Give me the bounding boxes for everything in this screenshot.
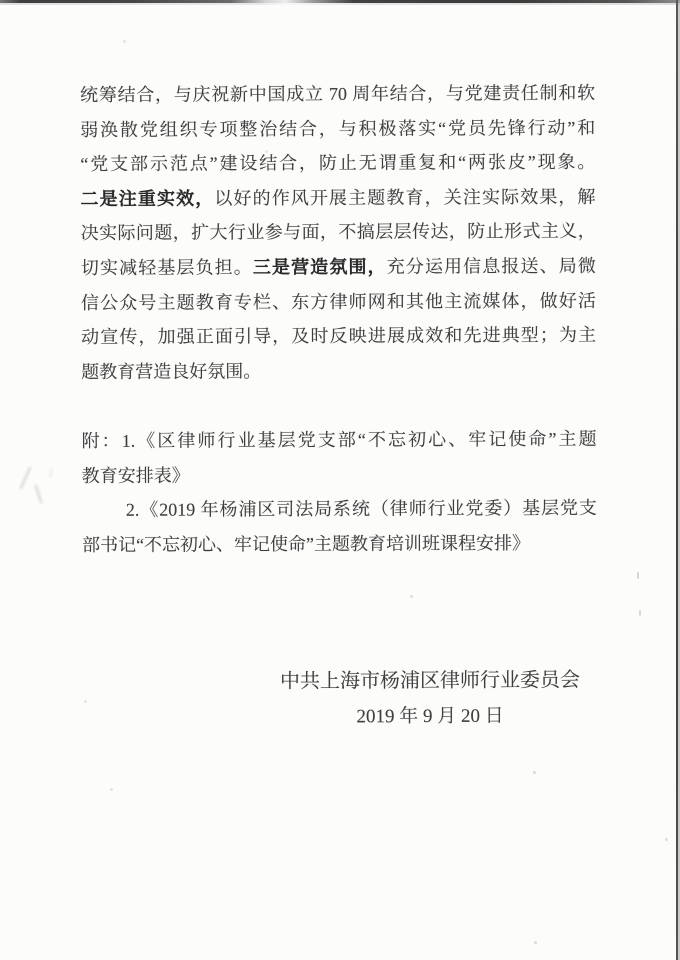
document-line: [81, 214, 596, 251]
scan-speck: [533, 771, 536, 774]
scan-smudge: [49, 468, 53, 478]
scan-speck: [637, 572, 639, 579]
document-line-segment: 充分运用信息报送、局微: [386, 255, 596, 277]
scan-speck: [639, 610, 641, 616]
scan-speck: [265, 150, 268, 153]
document-line: [80, 76, 595, 113]
document-line-segment: 切实减轻基层负担。: [80, 257, 253, 278]
document-line-segment: “党支部示范点”建设结合，防止无谓重复和“两张皮”现象。: [80, 151, 596, 175]
document-line-segment: 教育安排表》: [81, 465, 190, 486]
document-line: [82, 525, 597, 562]
signature-date: 2019 年 9 月 20 日: [356, 705, 504, 728]
scan-speck: [534, 941, 537, 944]
document-line: [81, 283, 596, 320]
document-line: [81, 318, 596, 355]
document-line-segment: 弱涣散党组织专项整治结合，与积极落实“党员先锋行动”和: [80, 117, 596, 140]
document-line-segment: 2.《2019 年杨浦区司法局系统（律师行业党委）基层党支: [125, 497, 597, 520]
document-line: [80, 180, 595, 217]
document-line-segment: 以好的作风开展主题教育，关注实际效果，解: [214, 186, 596, 209]
document-line: [82, 456, 597, 493]
signature-block: [255, 663, 605, 735]
scan-speck: [123, 40, 126, 43]
document-line: [81, 353, 596, 390]
scan-smudge: [34, 484, 43, 504]
document-line: [82, 422, 597, 459]
document-line-segment: 动宣传，加强正面引导，及时反映进展成效和先进典型；为主: [81, 324, 597, 348]
document-line-segment: 题教育营造良好氛围。: [81, 360, 262, 382]
document-line-segment: 附：1.《区律师行业基层党支部“不忘初心、牢记使命”主题: [81, 428, 597, 451]
document-line-segment: 决实际问题，扩大行业参与面，不搞层层传达，防止形式主义，: [80, 221, 596, 244]
document-body: [80, 76, 597, 563]
scan-edge-top-shadow: [0, 3, 680, 5]
document-line: [80, 145, 595, 182]
document-line-bold-segment: 三是营造氛围，: [252, 256, 387, 278]
document-line-segment: 信公众号主题教育专栏、东方律师网和其他主流媒体，做好活: [80, 290, 597, 313]
scan-smudge: [19, 466, 32, 489]
scan-speck: [110, 788, 113, 791]
scan-speck: [410, 595, 413, 598]
signature-organization: 中共上海市杨浦区律师行业委员会: [279, 669, 580, 693]
scan-speck: [84, 700, 87, 703]
document-line-bold-segment: 二是注重实效，: [80, 188, 215, 209]
scan-speck: [665, 838, 668, 841]
document-line: [81, 249, 596, 286]
document-line-segment: 统筹结合，与庆祝新中国成立 70 周年结合，与党建责任制和软: [80, 82, 596, 105]
document-line: [82, 491, 597, 528]
document-line-segment: 部书记“不忘初心、牢记使命”主题教育培训班课程安排》: [81, 532, 531, 555]
document-line: [80, 110, 595, 147]
